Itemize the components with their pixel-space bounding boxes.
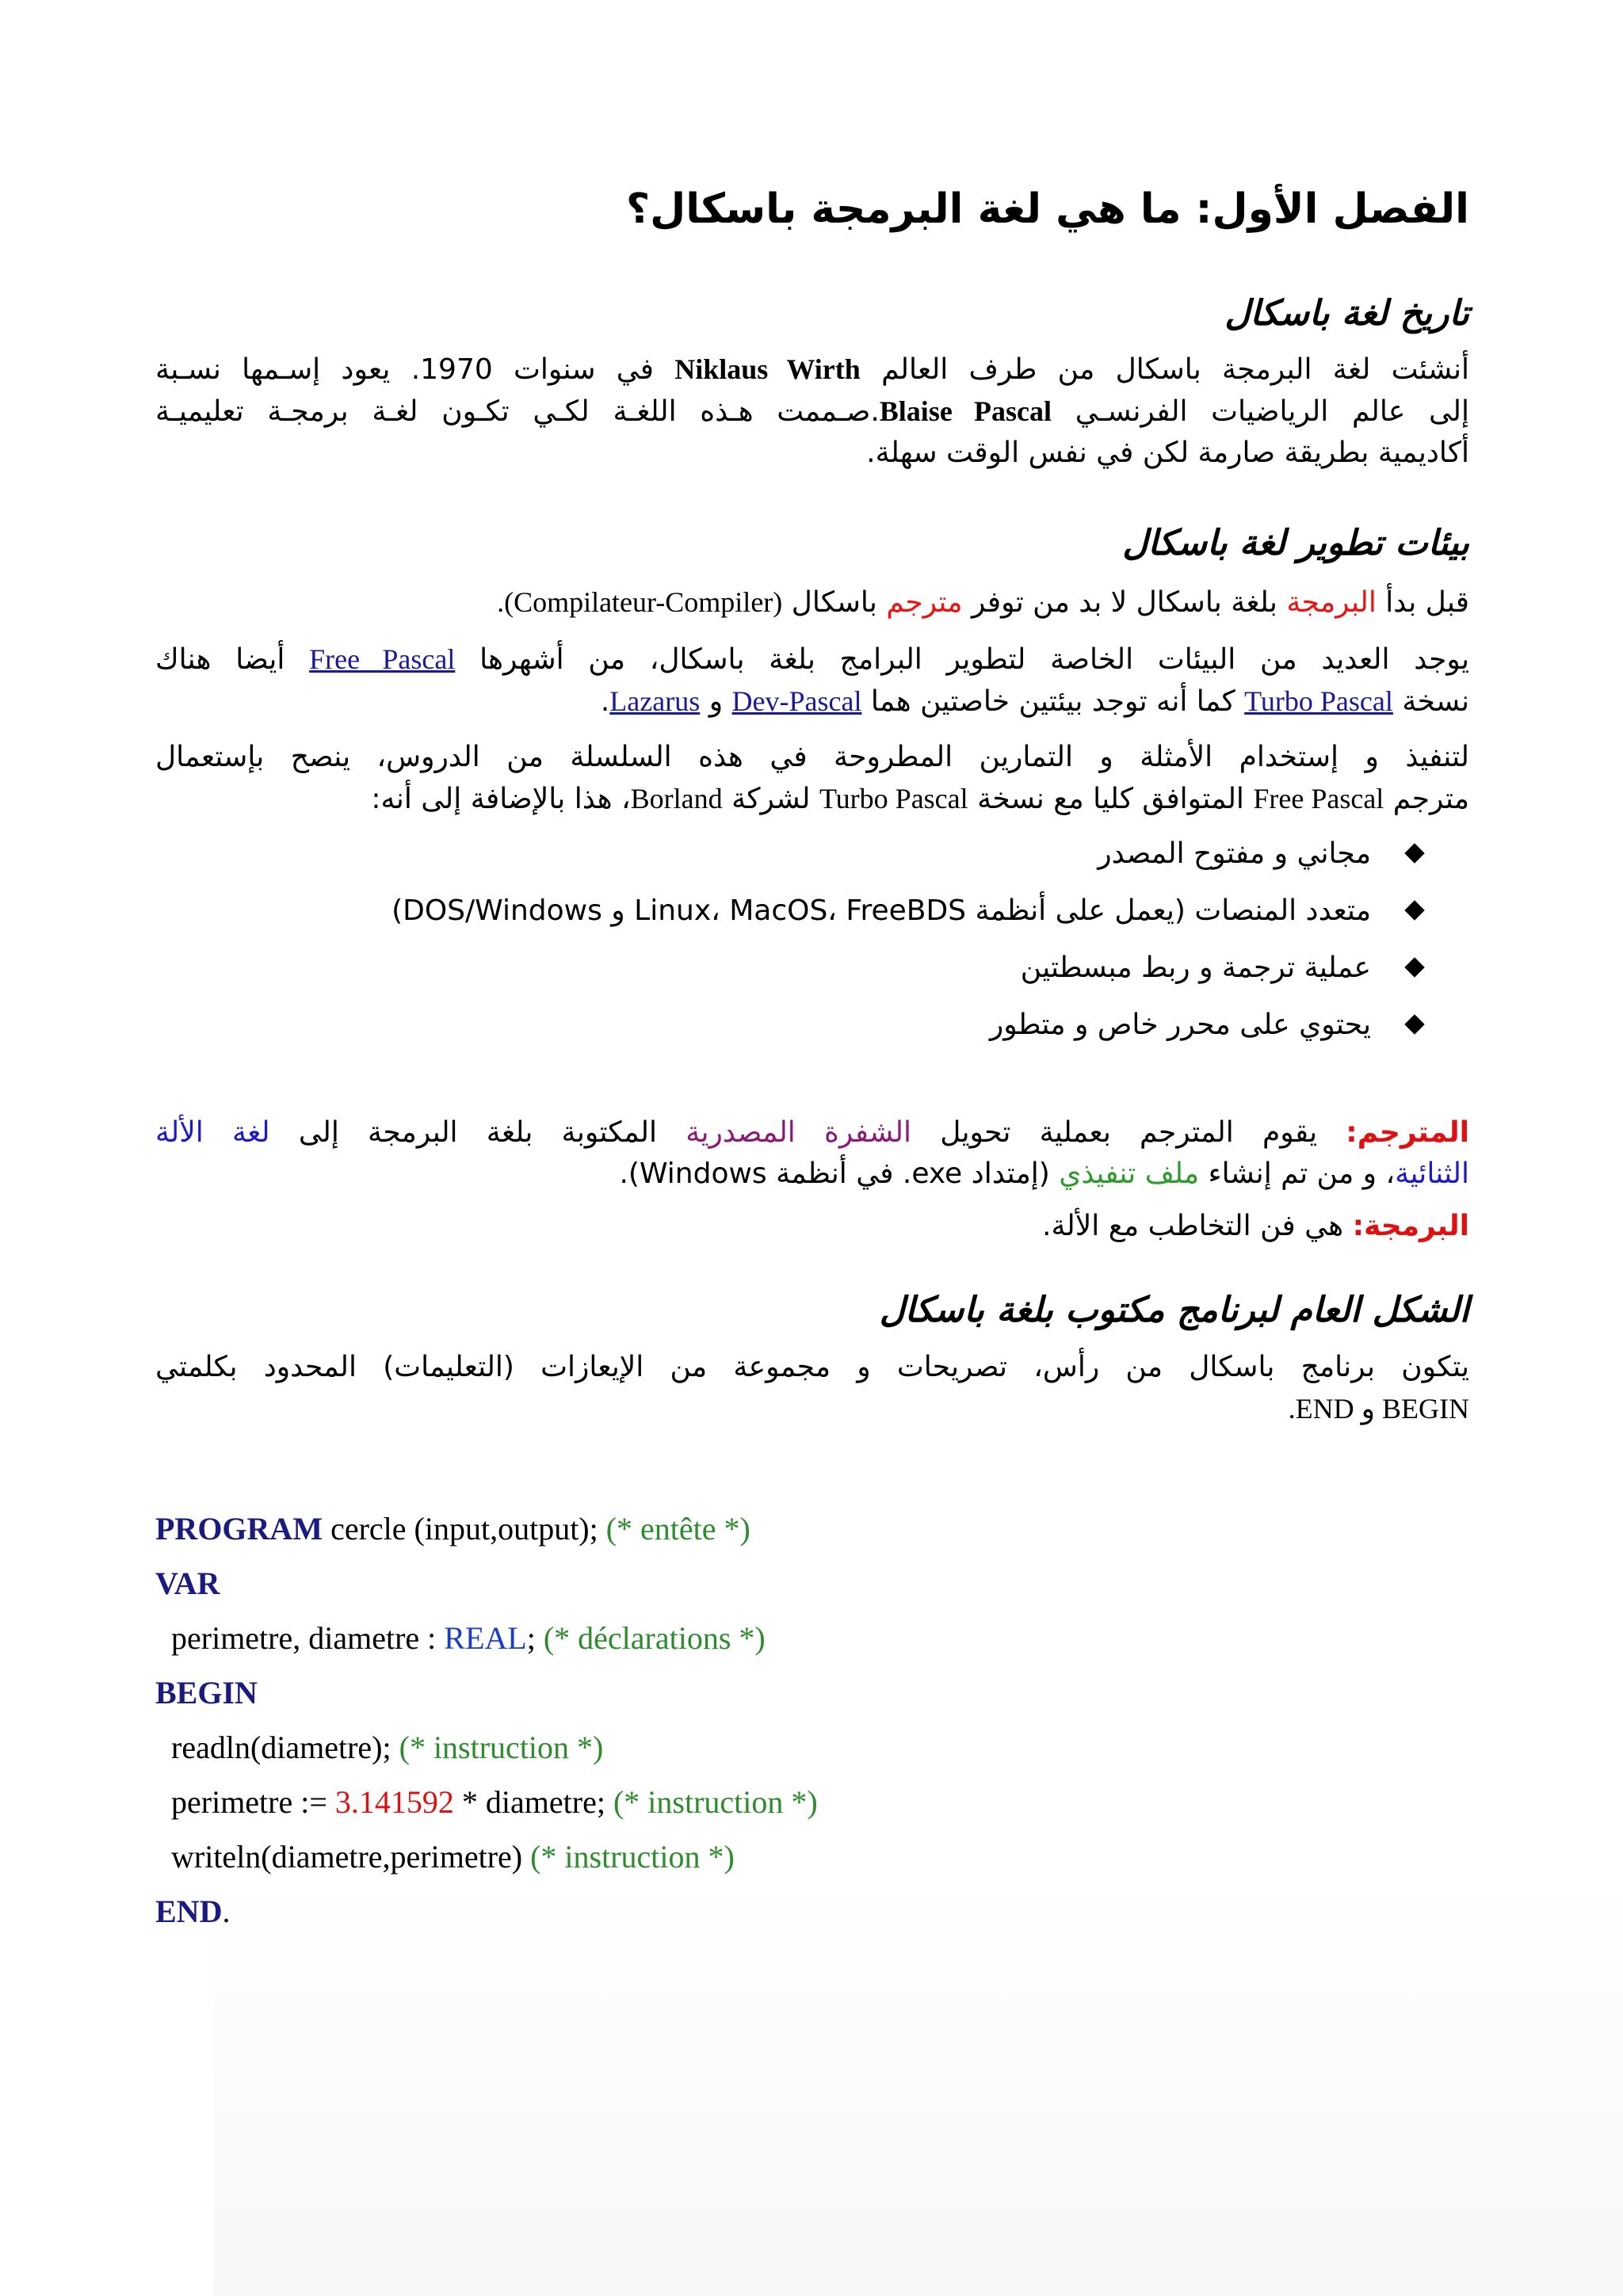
feature-text: مجاني و مفتوح المصدر xyxy=(1098,837,1371,870)
code-line xyxy=(155,1665,818,1720)
borland-name: Borland xyxy=(630,783,723,814)
compiler-latin-name: (Compilateur-Compiler). xyxy=(497,586,783,618)
code-line xyxy=(155,1611,818,1665)
environments-heading: بيئات تطوير لغة باسكال xyxy=(1122,523,1469,563)
environments-line xyxy=(155,582,1469,624)
person-name: Blaise Pascal xyxy=(879,395,1052,427)
code-comment: (* instruction *) xyxy=(613,1784,818,1820)
definition-text: (إمتداد exe. في أنظمة Windows). xyxy=(619,1158,1050,1190)
env-text: يوجد العديد من البيئات الخاصة لتطوير البرامج بلغة باسكال، من أشهرها xyxy=(479,643,1470,676)
turbo-pascal-name: Turbo Pascal xyxy=(819,783,968,814)
env-text: بلغة باسكال لا بد من توفر xyxy=(972,586,1277,619)
code-line xyxy=(155,1720,818,1775)
history-heading: تاريخ لغة باسكال xyxy=(1224,293,1469,334)
environments-line xyxy=(155,778,1469,820)
env-text: قبل بدأ xyxy=(1385,586,1469,619)
programming-term: البرمجة: xyxy=(1352,1210,1469,1242)
history-line-3: أكاديمية بطريقة صارمة لكن في نفس الوقت سهلة. xyxy=(866,437,1469,469)
env-text: المتوافق كليا مع نسخة xyxy=(977,783,1244,815)
feature-text: متعدد المنصات (يعمل على أنظمة Linux، MacOS، FreeBDS و DOS/Windows) xyxy=(391,894,1371,927)
env-text: أيضا هناك xyxy=(155,643,285,676)
env-text: ، هذا بالإضافة إلى أنه: xyxy=(371,783,631,815)
history-line-1 xyxy=(155,349,1469,391)
code-text: . xyxy=(222,1894,231,1929)
list-item xyxy=(391,948,1469,1005)
env-text: كما أنه توجد بيئتين خاصتين هما xyxy=(870,685,1235,718)
feature-list xyxy=(391,833,1469,1062)
compiler-term: المترجم: xyxy=(1346,1116,1469,1149)
keyword: BEGIN xyxy=(155,1675,258,1711)
programming-definition xyxy=(155,1206,1469,1247)
history-text: .صـممت هـذه اللغـة لكـي تكـون لغـة برمجـة تعليميـة xyxy=(155,395,880,428)
environments-paragraph-2 xyxy=(155,639,1469,723)
definition-text: المكتوبة بلغة البرمجة إلى xyxy=(298,1116,657,1149)
code-comment: (* instruction *) xyxy=(530,1839,735,1875)
feature-text: عملية ترجمة و ربط مبسطتين xyxy=(1020,952,1371,984)
history-line-2 xyxy=(155,391,1469,433)
numeric-literal: 3.141592 xyxy=(334,1784,454,1820)
env-text: و xyxy=(708,685,724,718)
history-paragraph xyxy=(155,349,1469,474)
diamond-bullet-icon xyxy=(1404,900,1424,920)
environments-line: لتنفيذ و إستخدام الأمثلة و التمارين المطروحة في هذه السلسلة من الدروس، ينصح بإستعمال xyxy=(155,741,1469,773)
code-text: * diametre; xyxy=(453,1784,613,1820)
code-text: cercle (input,output); xyxy=(323,1511,606,1547)
code-line xyxy=(155,1501,818,1556)
env-text: نسخة xyxy=(1402,685,1469,718)
definition-text: هي فن التخاطب مع الألة. xyxy=(1042,1210,1344,1242)
code-comment: (* entête *) xyxy=(605,1511,750,1547)
diamond-bullet-icon xyxy=(1404,957,1424,977)
code-text: readln(diametre); xyxy=(155,1730,399,1765)
keyword: VAR xyxy=(155,1566,220,1601)
env-text: لشركة xyxy=(731,783,811,815)
code-text: perimetre := xyxy=(155,1784,335,1820)
code-line xyxy=(155,1775,818,1829)
definition-line xyxy=(155,1154,1469,1195)
code-comment: (* instruction *) xyxy=(399,1730,604,1765)
definition-text: يقوم المترجم بعملية تحويل xyxy=(940,1116,1318,1149)
dev-pascal-link[interactable]: Dev-Pascal xyxy=(731,685,862,717)
definition-text: ، و من تم إنشاء xyxy=(1208,1158,1396,1190)
type-name: REAL xyxy=(444,1620,527,1656)
binary-term: الثنائية xyxy=(1395,1158,1469,1190)
feature-text: يحتوي على محرر خاص و متطور xyxy=(989,1009,1371,1041)
free-pascal-link[interactable]: Free Pascal xyxy=(309,643,456,675)
page-shading xyxy=(214,1878,1623,2296)
code-line xyxy=(155,1884,818,1939)
environments-paragraph-1 xyxy=(155,582,1469,624)
definition-line xyxy=(155,1206,1469,1247)
lazarus-link[interactable]: Lazarus xyxy=(609,685,701,717)
term-compiler: مترجم xyxy=(886,586,963,619)
history-text: في سنوات 1970. يعود إسـمها نسـبة xyxy=(155,353,654,386)
history-text: أنشئت لغة البرمجة باسكال من طرف العالم xyxy=(881,353,1469,386)
env-text: مترجم xyxy=(1392,783,1469,815)
executable-term: ملف تنفيذي xyxy=(1059,1158,1200,1190)
machine-language-term: لغة الألة xyxy=(155,1116,270,1149)
program-form-paragraph xyxy=(155,1347,1469,1429)
program-form-line: BEGIN و END. xyxy=(1288,1393,1469,1425)
term-programming: البرمجة xyxy=(1286,586,1377,619)
code-comment: (* déclarations *) xyxy=(543,1620,766,1656)
environments-line xyxy=(155,639,1469,681)
list-item xyxy=(391,833,1469,891)
chapter-title: الفصل الأول: ما هي لغة البرمجة باسكال؟ xyxy=(626,185,1469,233)
program-form-line: يتكون برنامج باسكال من رأس، تصريحات و مجموعة من الإيعازات (التعليمات) المحدود بكلمتي xyxy=(155,1351,1469,1383)
turbo-pascal-link[interactable]: Turbo Pascal xyxy=(1244,685,1393,717)
code-text: writeln(diametre,perimetre) xyxy=(155,1839,531,1875)
environments-paragraph-3 xyxy=(155,737,1469,820)
list-item xyxy=(391,1005,1469,1062)
keyword: END xyxy=(155,1894,223,1929)
source-code-term: الشفرة المصدرية xyxy=(685,1116,912,1149)
history-text: إلى عالم الرياضيات الفرنسـي xyxy=(1075,395,1470,428)
diamond-bullet-icon xyxy=(1404,843,1424,863)
list-item xyxy=(391,891,1469,948)
code-listing xyxy=(155,1501,818,1939)
code-text: perimetre, diametre : xyxy=(155,1620,445,1656)
diamond-bullet-icon xyxy=(1404,1014,1424,1034)
env-text: باسكال xyxy=(791,586,877,619)
definition-line xyxy=(155,1112,1469,1154)
code-text: ; xyxy=(526,1620,544,1656)
keyword: PROGRAM xyxy=(155,1511,323,1547)
environments-line: نسخة Turbo Pascal كما أنه توجد بيئتين خاصتين هما Dev-Pascal و Lazarus. xyxy=(600,685,1469,718)
person-name: Niklaus Wirth xyxy=(674,353,861,385)
code-line xyxy=(155,1829,818,1884)
program-form-heading: الشكل العام لبرنامج مكتوب بلغة باسكال xyxy=(879,1290,1469,1330)
code-line xyxy=(155,1556,818,1611)
free-pascal-name: Free Pascal xyxy=(1253,783,1384,814)
compiler-definition xyxy=(155,1112,1469,1195)
